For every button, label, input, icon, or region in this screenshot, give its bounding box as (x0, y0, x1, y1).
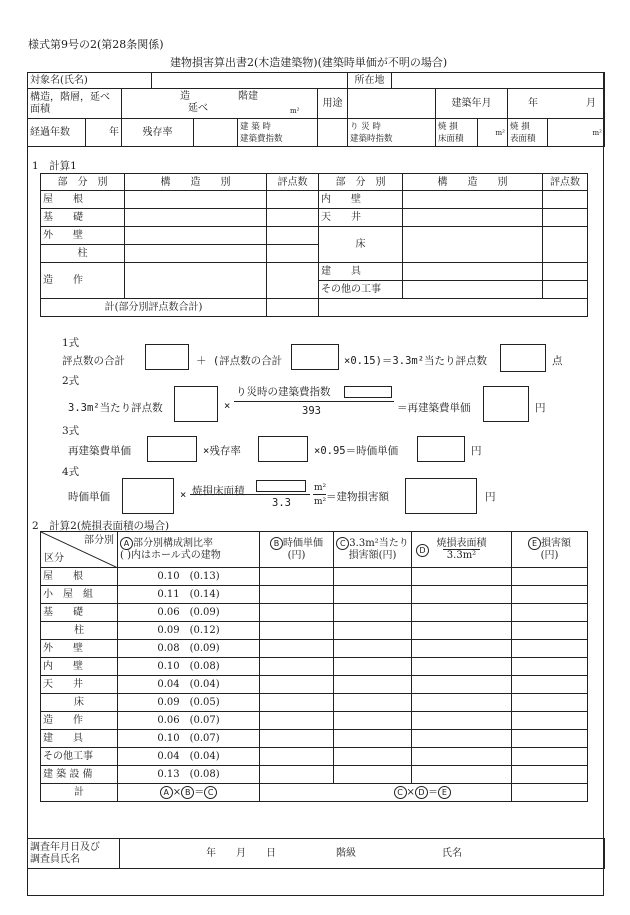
calc1-total-value[interactable] (267, 299, 319, 317)
nobe-label: 延べ (188, 103, 208, 114)
table-row (41, 766, 588, 784)
f2-input-index[interactable] (344, 386, 392, 398)
calc1-total-label: 計(部分別評点数合計) (41, 299, 267, 317)
calc2-cell-d[interactable] (412, 622, 512, 640)
footer-label: 調査年月日及び 調査員氏名 (28, 839, 120, 869)
f3-text-c: ×0.95＝時価単価 (314, 445, 399, 457)
table-row (41, 712, 588, 730)
calc2-cell-e[interactable] (512, 568, 588, 586)
calc2-cell-c[interactable] (334, 604, 412, 622)
f2-input-b[interactable] (483, 386, 529, 422)
calc1-input[interactable] (267, 191, 319, 209)
calc2-row-ratio: 0.08 (0.09) (118, 640, 260, 658)
calc1-row-hashira: 柱 (41, 245, 125, 263)
calc2-cell-b[interactable] (260, 694, 334, 712)
calc2-h-c: C 3.3m²当たり 損害額(円) (334, 532, 412, 568)
f4-unit-bot: m² (314, 497, 327, 507)
calc2-cell-b[interactable] (260, 622, 334, 640)
table-row (41, 694, 588, 712)
table-row (41, 622, 588, 640)
calc2-cell-d[interactable] (412, 658, 512, 676)
calc1-table (40, 173, 588, 317)
calc2-row-name: 建 築 設 備 (41, 766, 118, 784)
zou-label: 造 (180, 91, 190, 102)
calc1-row-tategu: 建 具 (319, 263, 403, 281)
f1-text-a: 評点数の合計 (62, 355, 125, 367)
f3-input-c[interactable] (417, 436, 465, 462)
kaidate-label: 階建 (238, 91, 258, 102)
calc2-total-ab: A × B ＝ C (118, 784, 260, 802)
calc1-row-yane: 屋 根 (41, 191, 125, 209)
calc1-input[interactable] (543, 263, 588, 281)
calc2-row-name: 天 井 (41, 676, 118, 694)
calc1-row-zousaku: 造 作 (41, 263, 125, 299)
calc2-cell-e[interactable] (512, 766, 588, 784)
calc2-row-ratio: 0.10 (0.07) (118, 730, 260, 748)
f2-numerator: り災時の建築費指数 (236, 386, 331, 398)
footer-name: 氏名 (442, 848, 462, 859)
elapsed-label: 経過年数 (28, 119, 86, 147)
calc1-input[interactable] (267, 209, 319, 227)
calc1-heading: 1 計算1 (32, 160, 77, 172)
calc2-h-b: B 時価単価 (円) (260, 532, 334, 568)
calc2-row-name: 建 具 (41, 730, 118, 748)
f2-input-a[interactable] (174, 386, 218, 422)
calc2-cell-e[interactable] (512, 712, 588, 730)
f4-text-a: 時価単価 (68, 491, 110, 503)
calc2-row-name: 屋 根 (41, 568, 118, 586)
calc1-col-part-l: 部 分 別 (41, 174, 125, 191)
f4-text-c: ＝建物損害額 (326, 491, 389, 503)
calc2-cell-c[interactable] (334, 730, 412, 748)
calc2-row-ratio: 0.06 (0.09) (118, 604, 260, 622)
calc1-input[interactable] (403, 263, 543, 281)
calc1-input[interactable] (543, 209, 588, 227)
f4-text-d: 円 (485, 491, 496, 503)
calc2-row-ratio: 0.06 (0.07) (118, 712, 260, 730)
location-label: 所在地 (348, 73, 392, 89)
calc2-h-a: A 部分別構成割比率 ( )内はホール式の建物 (118, 532, 260, 568)
m2-label: m² (290, 107, 300, 115)
floor-area-value[interactable]: m² (478, 119, 508, 147)
built-value[interactable] (508, 89, 605, 119)
calc2-cell-d[interactable] (412, 712, 512, 730)
calc2-cell-d[interactable] (412, 604, 512, 622)
calc2-row-name: 造 作 (41, 712, 118, 730)
f4-input-a[interactable] (122, 478, 174, 514)
calc1-input[interactable] (125, 191, 267, 209)
calc1-input[interactable] (403, 281, 543, 299)
calc1-input[interactable] (267, 263, 319, 299)
calc2-cell-e[interactable] (512, 622, 588, 640)
calc1-input[interactable] (267, 245, 319, 263)
calc1-row-tenjo: 天 井 (319, 209, 403, 227)
calc2-cell-c[interactable] (334, 622, 412, 640)
calc2-row-ratio: 0.04 (0.04) (118, 748, 260, 766)
calc2-cell-e[interactable] (512, 586, 588, 604)
calc1-col-score-l: 評点数 (267, 174, 319, 191)
calc2-row-name: 基 礎 (41, 604, 118, 622)
calc1-row-naiheki: 内 壁 (319, 191, 403, 209)
calc2-cell-c[interactable] (334, 568, 412, 586)
calc1-row-kiso: 基 礎 (41, 209, 125, 227)
calc2-cell-e[interactable] (512, 640, 588, 658)
built-month: 月 (586, 98, 596, 109)
target-name-label: 対象名(氏名) (28, 73, 152, 89)
calc2-cell-e[interactable] (512, 676, 588, 694)
table-row (41, 730, 588, 748)
built-label: 建築年月 (436, 89, 508, 119)
calc2-cell-d[interactable] (412, 766, 512, 784)
calc1-col-struct-r: 構 造 別 (403, 174, 543, 191)
calc1-input[interactable] (125, 245, 267, 263)
zanson-label: 残存率 (122, 119, 194, 147)
form-number: 様式第9号の2(第28条関係) (28, 38, 164, 51)
f3-text-d: 円 (471, 445, 482, 457)
calc2-cell-b[interactable] (260, 604, 334, 622)
f3-input-b[interactable] (258, 436, 308, 462)
calc2-cell-b[interactable] (260, 730, 334, 748)
calc1-col-part-r: 部 分 別 (319, 174, 403, 191)
f2-denominator: 393 (302, 405, 321, 417)
f4-unit-bar (313, 494, 326, 495)
f3-input-a[interactable] (147, 436, 197, 462)
calc2-cell-b[interactable] (260, 658, 334, 676)
calc2-row-name: 小 屋 組 (41, 586, 118, 604)
calc2-cell-b[interactable] (260, 640, 334, 658)
calc1-col-score-r: 評点数 (543, 174, 588, 191)
calc2-cell-c[interactable] (334, 586, 412, 604)
calc1-input[interactable] (125, 209, 267, 227)
calc2-row-ratio: 0.11 (0.14) (118, 586, 260, 604)
calc2-cell-d[interactable] (412, 748, 512, 766)
table-row (41, 658, 588, 676)
calc2-total-label: 計 (41, 784, 118, 802)
f2-label: 2式 (62, 375, 80, 387)
footer-date: 年 月 日 (206, 848, 276, 859)
f4-denominator: 3.3 (272, 497, 291, 509)
page-title: 建物損害算出書2(木造建築物)(建築時単価が不明の場合) (170, 56, 448, 69)
table-row (41, 748, 588, 766)
f1-input-a[interactable] (145, 344, 189, 370)
f1-text-c: ×0.15)＝3.3m²当たり評点数 (344, 355, 488, 367)
info-table (27, 72, 605, 147)
footer-value[interactable] (120, 839, 605, 869)
calc2-row-name: 柱 (41, 622, 118, 640)
f4-text-b: × (180, 489, 187, 501)
table-row (41, 568, 588, 586)
structure-value[interactable] (122, 89, 318, 119)
calc1-row-yuka: 床 (319, 227, 403, 263)
f4-input-b[interactable] (405, 478, 477, 514)
calc1-input[interactable] (403, 209, 543, 227)
youto-label: 用途 (318, 89, 348, 119)
calc2-cell-c[interactable] (334, 640, 412, 658)
kenchiku-index-value[interactable] (318, 119, 348, 147)
zanson-value[interactable] (194, 119, 238, 147)
calc2-cell-d[interactable] (412, 730, 512, 748)
f1-input-b[interactable] (291, 344, 339, 370)
calc1-input[interactable] (403, 191, 543, 209)
calc2-cell-c[interactable] (334, 766, 412, 784)
f4-label: 4式 (62, 466, 80, 478)
f1-input-c[interactable] (500, 344, 546, 372)
calc2-row-ratio: 0.04 (0.04) (118, 676, 260, 694)
calc2-cell-e[interactable] (512, 748, 588, 766)
f4-input-area[interactable] (256, 480, 306, 492)
calc1-row-gaiheki: 外 壁 (41, 227, 125, 245)
structure-label: 構造，階層，延べ面積 (28, 89, 122, 119)
calc2-cell-c[interactable] (334, 712, 412, 730)
calc2-row-ratio: 0.13 (0.08) (118, 766, 260, 784)
calc2-cell-d[interactable] (412, 586, 512, 604)
calc2-cell-b[interactable] (260, 676, 334, 694)
f3-label: 3式 (62, 425, 80, 437)
calc2-row-ratio: 0.09 (0.05) (118, 694, 260, 712)
calc2-row-name: 外 壁 (41, 640, 118, 658)
calc2-cell-e[interactable] (512, 694, 588, 712)
f3-text-b: ×残存率 (203, 445, 241, 457)
calc2-cell-e[interactable] (512, 604, 588, 622)
footer-table (27, 838, 605, 869)
f1-text-b: ＋ (評点数の合計 (196, 355, 283, 367)
calc2-cell-b[interactable] (260, 712, 334, 730)
f2-text-d: 円 (535, 402, 546, 414)
calc2-h-d: D 焼損表面積 3.3m² (412, 532, 512, 568)
f2-text-c: ＝再建築費単価 (397, 402, 471, 414)
calc1-input[interactable] (267, 227, 319, 245)
calc2-cell-c[interactable] (334, 694, 412, 712)
calc2-cell-d[interactable] (412, 568, 512, 586)
f4-numerator: 焼損床面積 (192, 485, 245, 497)
calc2-h-part: 部分別 (84, 535, 114, 546)
table-row (41, 640, 588, 658)
footer-rank: 階級 (336, 848, 356, 859)
calc2-row-ratio: 0.10 (0.13) (118, 568, 260, 586)
calc2-cell-b[interactable] (260, 766, 334, 784)
kenchiku-index-label: 建 築 時 建築費指数 (238, 119, 318, 147)
calc2-cell-b[interactable] (260, 568, 334, 586)
calc2-h-class: 区分 (44, 553, 64, 564)
surface-area-label: 焼 損 表面積 (508, 119, 548, 147)
f1-label: 1式 (62, 337, 80, 349)
calc1-col-struct-l: 構 造 別 (125, 174, 267, 191)
f3-text-a: 再建築費単価 (68, 445, 131, 457)
calc2-row-ratio: 0.10 (0.08) (118, 658, 260, 676)
calc2-cell-c[interactable] (334, 676, 412, 694)
calc1-input[interactable] (403, 227, 543, 263)
calc2-table (40, 531, 588, 802)
youto-value[interactable] (348, 89, 436, 119)
f2-text-b: × (224, 400, 231, 412)
calc2-row-name: 床 (41, 694, 118, 712)
calc2-cell-e[interactable] (512, 730, 588, 748)
built-year: 年 (528, 98, 538, 109)
calc2-row-name: 内 壁 (41, 658, 118, 676)
f4-fraction-bar (190, 494, 310, 495)
calc2-cell-b[interactable] (260, 586, 334, 604)
calc2-cell-c[interactable] (334, 658, 412, 676)
table-row (41, 586, 588, 604)
calc2-cell-d[interactable] (412, 676, 512, 694)
calc2-cell-e[interactable] (512, 658, 588, 676)
calc1-input[interactable] (125, 227, 267, 245)
calc2-cell-d[interactable] (412, 694, 512, 712)
calc1-row-other: その他の工事 (319, 281, 403, 299)
calc1-input[interactable] (543, 281, 588, 299)
calc2-h-e: E 損害額 (円) (512, 532, 588, 568)
calc1-input[interactable] (543, 227, 588, 263)
f2-fraction-bar (234, 401, 394, 402)
calc2-total-cd: C × D ＝ E (334, 784, 512, 802)
f2-text-a: 3.3m²当たり評点数 (68, 402, 163, 414)
calc2-cell-b[interactable] (260, 748, 334, 766)
calc2-corner (41, 532, 118, 568)
calc1-input[interactable] (125, 263, 267, 299)
calc2-cell-d[interactable] (412, 640, 512, 658)
calc2-heading: 2 計算2(焼損表面積の場合) (32, 520, 170, 532)
target-name-value[interactable] (152, 73, 348, 89)
calc2-row-name: その他工事 (41, 748, 118, 766)
calc2-total-value[interactable] (512, 784, 588, 802)
calc1-input[interactable] (543, 191, 588, 209)
risai-index-label: り 災 時 建築時指数 (348, 119, 436, 147)
calc2-row-ratio: 0.09 (0.12) (118, 622, 260, 640)
table-row (41, 604, 588, 622)
floor-area-label: 焼 損 床面積 (436, 119, 478, 147)
surface-area-value[interactable]: m² (548, 119, 605, 147)
elapsed-value[interactable]: 年 (86, 119, 122, 147)
location-value[interactable] (392, 73, 605, 89)
table-row (41, 676, 588, 694)
f4-unit-top: m² (314, 483, 327, 493)
calc2-cell-c[interactable] (334, 748, 412, 766)
f1-text-d: 点 (552, 355, 563, 367)
